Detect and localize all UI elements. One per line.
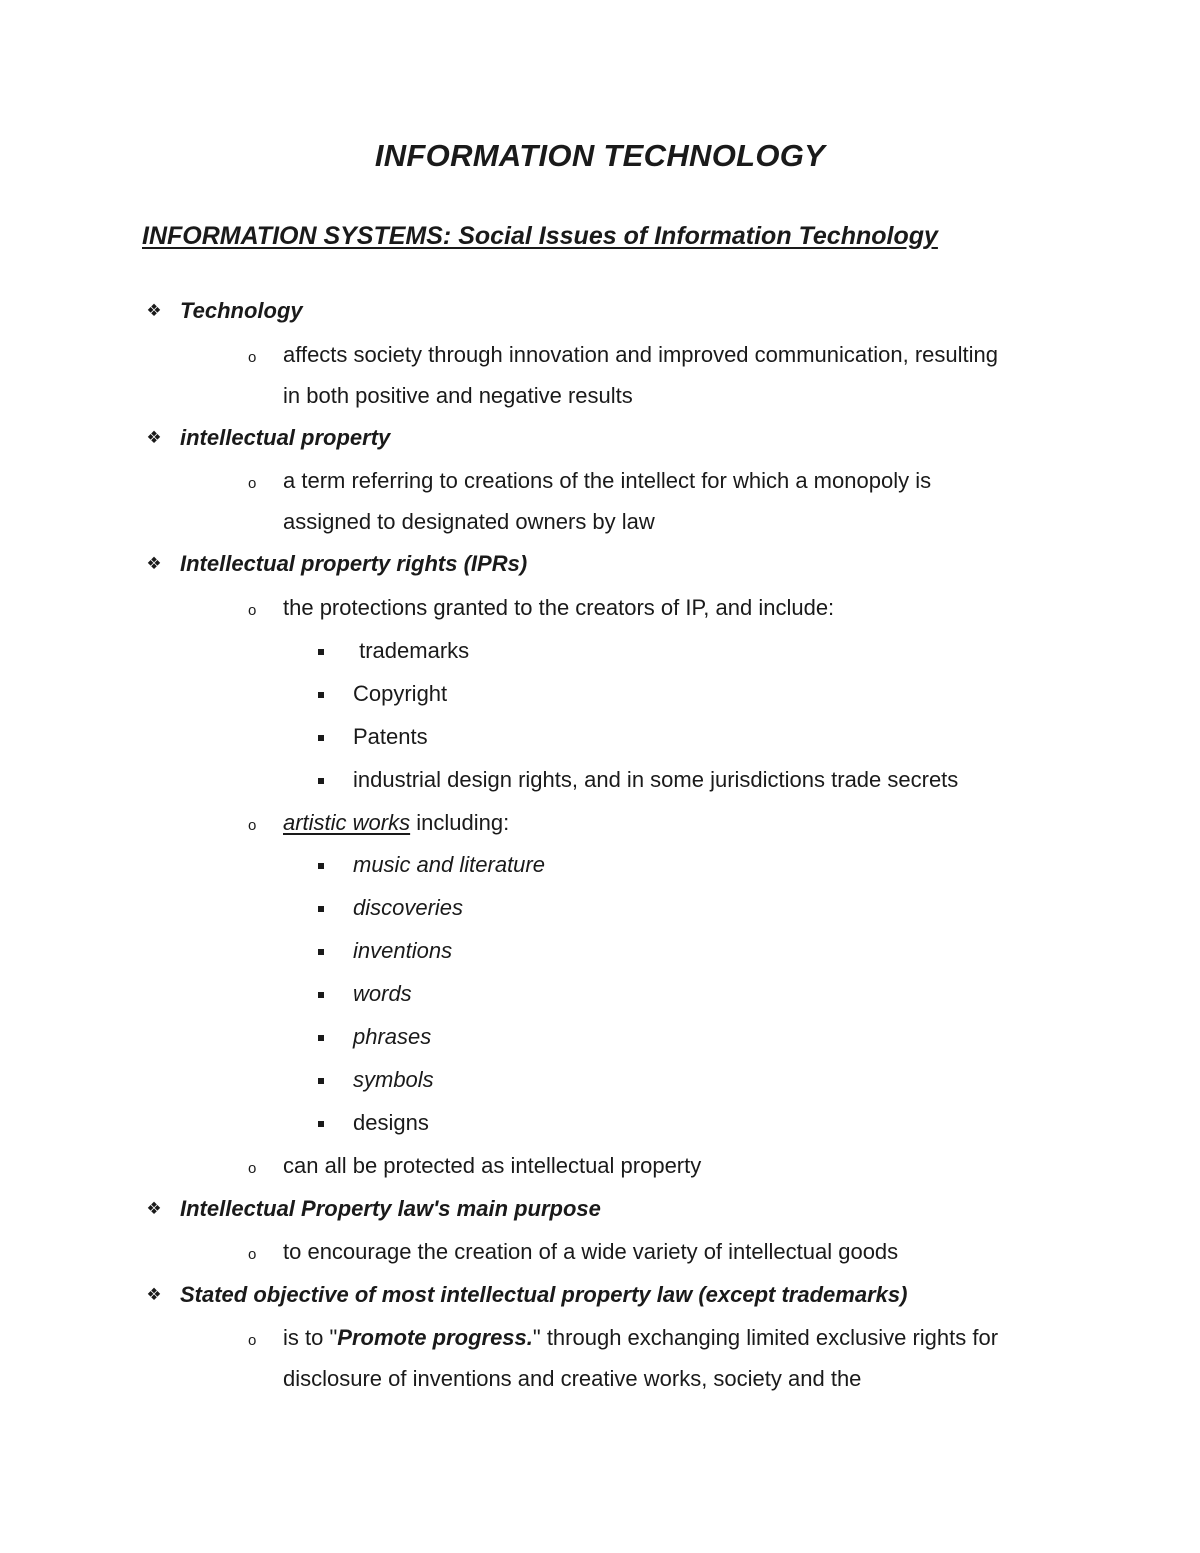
protection-item: Copyright	[353, 681, 448, 706]
diamond-bullet-icon: ❖	[146, 1285, 162, 1304]
circle-bullet-icon: o	[248, 349, 257, 366]
technology-point-line2: in both positive and negative results	[283, 383, 633, 408]
artistic-works-suffix: including:	[410, 810, 510, 835]
stated-objective-line1	[283, 1323, 998, 1353]
work-item: discoveries	[353, 895, 464, 920]
diamond-bullet-icon: ❖	[146, 301, 162, 320]
work-item: inventions	[353, 938, 453, 963]
heading-intellectual-property: intellectual property	[180, 425, 391, 450]
objective-emphasis: Promote progress.	[337, 1325, 533, 1350]
diamond-bullet-icon: ❖	[146, 428, 162, 447]
heading-iprs: Intellectual property rights (IPRs)	[180, 551, 528, 576]
square-bullet-icon	[318, 1035, 324, 1041]
work-item: music and literature	[353, 852, 545, 877]
objective-suffix: " through exchanging limited exclusive rights for	[532, 1325, 999, 1350]
diamond-bullet-icon: ❖	[146, 1199, 162, 1218]
ip-point-line1: a term referring to creations of the intellect for which a monopoly is	[283, 468, 932, 493]
page-subtitle: INFORMATION SYSTEMS: Social Issues of Information Technology	[142, 222, 938, 250]
objective-prefix: is to "	[283, 1325, 338, 1350]
circle-bullet-icon: o	[248, 1160, 257, 1177]
page-title: INFORMATION TECHNOLOGY	[374, 138, 826, 173]
ip-law-purpose-point: to encourage the creation of a wide variety of intellectual goods	[283, 1239, 899, 1264]
heading-technology: Technology	[180, 298, 303, 323]
square-bullet-icon	[318, 735, 324, 741]
circle-bullet-icon: o	[248, 602, 257, 619]
technology-point-line1: affects society through innovation and improved communication, resulting	[283, 342, 998, 367]
stated-objective-line2: disclosure of inventions and creative works, society and the	[283, 1366, 862, 1391]
square-bullet-icon	[318, 949, 324, 955]
square-bullet-icon	[318, 778, 324, 784]
square-bullet-icon	[318, 992, 324, 998]
diamond-bullet-icon: ❖	[146, 554, 162, 573]
square-bullet-icon	[318, 1078, 324, 1084]
square-bullet-icon	[318, 1121, 324, 1127]
protection-item: industrial design rights, and in some jurisdictions trade secrets	[353, 767, 959, 792]
heading-ip-law-purpose: Intellectual Property law's main purpose	[180, 1196, 601, 1221]
circle-bullet-icon: o	[248, 1246, 257, 1263]
work-item: phrases	[353, 1024, 432, 1049]
square-bullet-icon	[318, 692, 324, 698]
square-bullet-icon	[318, 649, 324, 655]
iprs-point: the protections granted to the creators of IP, and include:	[283, 595, 835, 620]
square-bullet-icon	[318, 863, 324, 869]
work-item: words	[353, 981, 412, 1006]
circle-bullet-icon: o	[248, 475, 257, 492]
artistic-works-link[interactable]: artistic works	[283, 810, 411, 835]
work-item: designs	[353, 1110, 429, 1135]
ip-point-line2: assigned to designated owners by law	[283, 509, 655, 534]
iprs-closing: can all be protected as intellectual property	[283, 1153, 702, 1178]
circle-bullet-icon: o	[248, 817, 257, 834]
circle-bullet-icon: o	[248, 1332, 257, 1349]
artistic-works-line	[283, 808, 509, 838]
square-bullet-icon	[318, 906, 324, 912]
protection-item: trademarks	[353, 638, 470, 663]
protection-item: Patents	[353, 724, 428, 749]
work-item: symbols	[353, 1067, 434, 1092]
heading-stated-objective: Stated objective of most intellectual property law (except trademarks)	[180, 1282, 908, 1307]
